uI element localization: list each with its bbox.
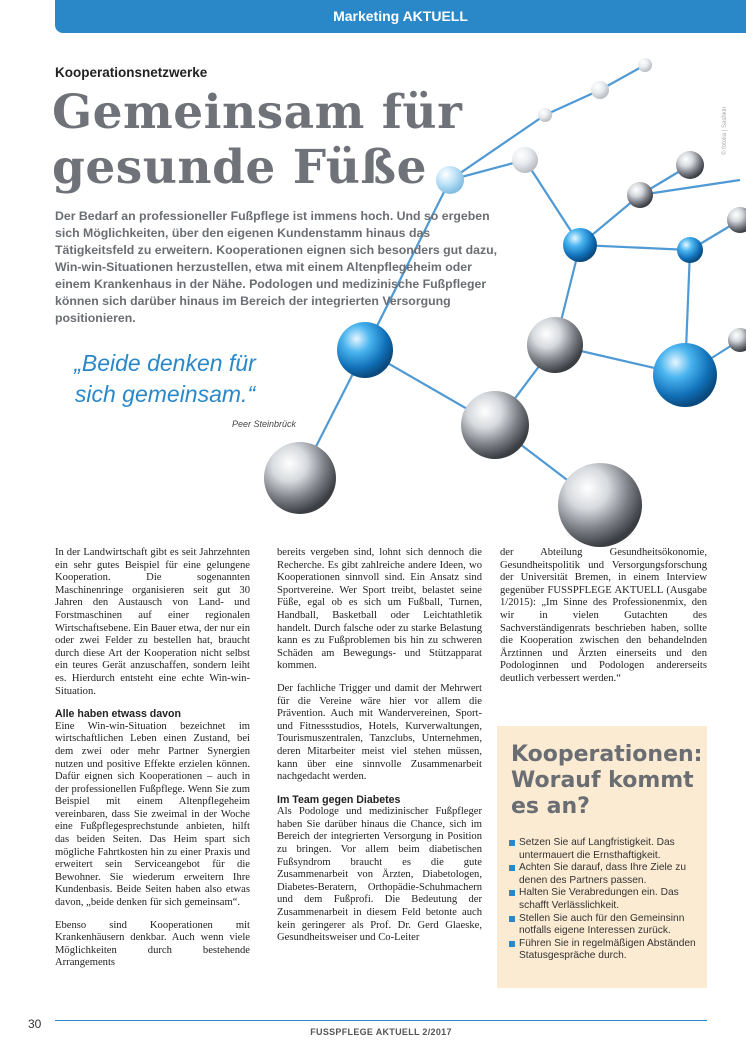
list-item: Halten Sie Verabredungen ein. Das schafft Verlässlichkeit. (509, 887, 699, 912)
bullet-square-icon (509, 840, 515, 846)
pull-quote: „Beide denken für sich gemeinsam.“ (74, 350, 256, 407)
section-title: Marketing AKTUELL (333, 8, 468, 24)
subheading: Alle haben etwass davon (55, 708, 181, 721)
footer-publication: FUSSPFLEGE AKTUELL 2/2017 (310, 1027, 452, 1037)
text-column-1 (55, 547, 250, 970)
paragraph: der Abteilung Gesundheitsökonomie, Gesundheitspolitik und Versorgungsforschung der Universität Bremen, in einem Interview gegenüber FUSSPFLEGE AKTUELL (Ausgabe 1/2015): „Im Sinne des Professionenmix, den wir in vielen Gutachten des Sachverständigenrats beschrieben haben, sollte die Kooperation zwischen den behandelnden Ärztinnen und Ärzten einerseits und den Podologinnen und Podologen andererseits deutlich verbessert werden.“ (500, 547, 707, 684)
list-item: Achten Sie darauf, dass Ihre Ziele zu denen des Partners passen. (509, 862, 699, 887)
paragraph: bereits vergeben sind, lohnt sich dennoch die Recherche. Es gibt zahlreiche andere Ideen, wo Kooperationen sinnvoll sind. Ein Ansatz sind Sportvereine. Wer Sport treibt, belastet seine Füße, egal ob es sich um Fußball, Turnen, Handball, Basketball oder Leichtathletik handelt. Durch falsche oder zu starke Belastung kann es zu Fußproblemen bis hin zu schweren Schäden am Bewegungs- und Stützapparat kommen. (277, 547, 482, 672)
list-item: Stellen Sie auch für den Gemeinsinn notfalls eigene Interessen zurück. (509, 913, 699, 938)
subheading: Im Team gegen Diabetes (277, 793, 401, 806)
bullet-square-icon (509, 941, 515, 947)
paragraph: Eine Win-win-Situation bezeichnet im wirtschaftlichen Leben einen Zustand, bei dem zwei oder mehr Partner Synergien nutzen und positive Effekte erzielen können. Dafür eignen sich Kooperationen – auch in der professionellen Fußpflege. Wenn Sie zum Beispiel mit einem Altenpflegeheim vereinbaren, dass Sie zweimal in der Woche eine Fußpflegesprechstunde anbieten, hilft das beiden Seiten. Das Heim spart sich mögliche Fahrtkosten hin zu einer Praxis und erweitert sein Serviceangebot für die Bewohner. Sie wiederum erweitern Ihre Kundenbasis. Beide Seiten haben also etwas davon, „beide denken für sich gemeinsam“. (55, 720, 250, 909)
bullet-square-icon (509, 890, 515, 896)
info-box-list (509, 837, 699, 963)
paragraph: In der Landwirtschaft gibt es seit Jahrzehnten ein sehr gutes Beispiel für eine gelungene Kooperation. Die sogenannten Maschinenringe organisieren seit gut 30 Jahren den Austausch von Land- und Forstmaschinen auf einer regionalen Wirtschaftsebene. Ein Bauer etwa, der nur ein oder zwei Felder zu bestellen hat, braucht durch diese Art der Kooperation nicht selbst ein teures Gerät anzuschaffen, sondern leiht es. Hierdurch entsteht eine echte Win-win-Situation. (55, 547, 250, 697)
text-column-3 (500, 547, 707, 686)
info-box-title: Kooperationen: Worauf kommt es an? (511, 742, 703, 819)
list-item: Führen Sie in regelmäßigen Abständen Statusgespräche durch. (509, 938, 699, 963)
headline-line-2: gesunde Füße (52, 140, 428, 195)
paragraph: Ebenso sind Kooperationen mit Krankenhäusern denkbar. Auch wenn viele Möglichkeiten durch bestehende Arrangements (55, 919, 250, 969)
article-kicker: Kooperationsnetzwerke (55, 65, 208, 80)
paragraph: Der fachliche Trigger und damit der Mehrwert für die Vereine wäre hier vor allem die Prävention. Auch mit Wandervereinen, Sport- und Fitnessstudios, Hotels, Kurverwaltungen, Tourismuszentralen, Tanzclubs, Unternehmen, deren Mitarbeiter meist viel stehen müssen, kann über eine sinnvolle Zusammenarbeit nachgedacht werden. (277, 682, 482, 783)
photo-credit: © fotolia | Sashkin (722, 106, 728, 155)
bullet-square-icon (509, 865, 515, 871)
info-box (497, 726, 707, 988)
quote-author: Peer Steinbrück (231, 419, 296, 429)
list-item: Setzen Sie auf Langfristigkeit. Das untermauert die Ernsthaftigkeit. (509, 837, 699, 862)
paragraph: Als Podologe und medizinischer Fußpfleger haben Sie darüber hinaus die Chance, sich im Bereich der integrierten Versorgung in Position zu bringen. Vor allem beim diabetischen Fußsyndrom braucht es die gute Zusammenarbeit von Ärzten, Diabetologen, Diabetes-Beratern, Orthopädie-Schuhmachern und dem Fußprofi. Die Bedeutung der Zusammenarbeit in diesem Feld betonte auch kein geringerer als Prof. Dr. Gerd Glaeske, Gesundheitsweiser und Co-Leiter (277, 806, 482, 944)
page-number: 30 (28, 1017, 42, 1031)
footer-rule (55, 1020, 707, 1021)
article-lead: Der Bedarf an professioneller Fußpflege ist immens hoch. Und so ergeben sich Möglichkeiten, über den eigenen Kundenstamm hinaus das Tätigkeitsfeld zu erweitern. Kooperationen eignen sich besonders gut dazu, Win-win-Situationen herzustellen, etwa mit einem Altenpflegeheim oder einem Krankenhaus in der Nähe. Podologen und medizinische Fußpfleger können sich darüber hinaus im Bereich der integrierten Versorgung positionieren. (55, 209, 498, 325)
headline-line-1: Gemeinsam für (52, 85, 463, 140)
article-headline (52, 85, 462, 195)
text-column-2 (277, 547, 482, 945)
bullet-square-icon (509, 916, 515, 922)
